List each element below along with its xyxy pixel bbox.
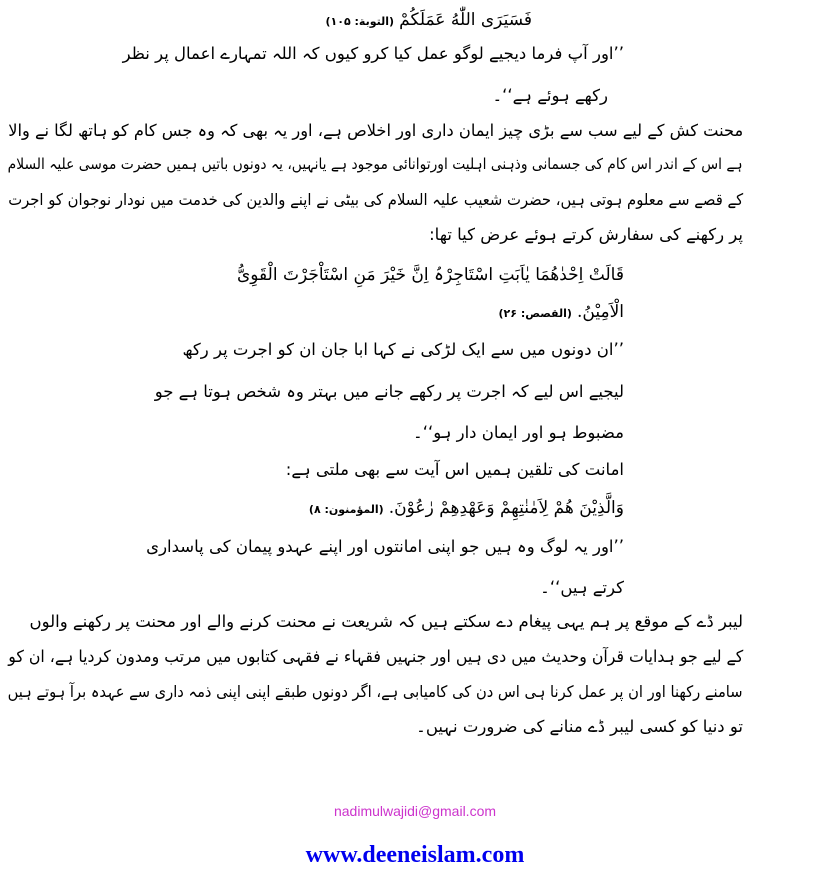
paragraph-line: سامنے رکھنا اور ان پر عمل کرنا ہی اس دن کی کامیابی ہے، اگر دونوں طبقے اپنی اپنی ذمہ داری سے عہدہ برآ ہوتے ہیں [8,682,743,701]
translation-line: مضبوط ہو اور ایمان دار ہو‘‘۔ [413,423,624,442]
paragraph-line: لیبر ڈے کے موقع پر ہم یہی پیغام دے سکتے ہیں کہ شریعت نے محنت کرنے والے اور محنت پر رکھنے والوں [29,612,743,631]
arabic-verse: الْاَمِیْنُ. [577,302,624,322]
translation-line: رکھے ہوئے ہے‘‘۔ [492,86,608,105]
paragraph-line: کے لیے جو ہدایات قرآن وحدیث میں دی ہیں اور جنہیں فقہاء نے فقہی کتابوں میں مرتب ومدون کردیا ہے، ان کو [8,647,743,666]
paragraph-line: امانت کی تلقین ہمیں اس آیت سے بھی ملتی ہے: [285,460,624,479]
paragraph-line: محنت کش کے لیے سب سے بڑی چیز ایمان داری اور اخلاص ہے، اور یہ بھی کہ وہ جس کام کو ہاتھ لگا نے والا [8,121,743,140]
translation-line: لیجیے اس لیے کہ اجرت پر رکھے جانے میں بہتر وہ شخص ہوتا ہے جو [154,382,624,401]
translation-line: کرتے ہیں‘‘۔ [540,578,624,597]
verse-line [499,302,624,322]
verse-line [309,498,624,518]
arabic-verse: وَالَّذِیْنَ ھُمْ لِاَمٰنٰتِھِمْ وَعَھْدِھِمْ رٰعُوْنَ. [388,498,624,518]
verse-reference: (التوبة: ۱۰۵) [325,15,395,28]
arabic-verse: فَسَيَرَى اللّٰهُ عَمَلَكُمْ [399,10,532,30]
paragraph-line: کے قصے سے معلوم ہوتی ہیں، حضرت شعیب علیہ السلام کی بیٹی نے اپنے والدین کی خدمت میں نودار نوجوان کو اجرت [8,190,743,209]
verse-reference: (القصص: ۲۶) [498,307,572,320]
verse-reference: (المؤمنون: ۸) [308,503,384,516]
paragraph-line: ہے اس کے اندر اس کام کی جسمانی وذہنی اہلیت اورتوانائی موجود ہے یانہیں، یہ دونوں باتیں ہمیں حضرت موسی علیہ السلام [8,155,743,173]
author-email[interactable]: nadimulwajidi@gmail.com [333,803,497,819]
translation-line: ’’اور آپ فرما دیجیے لوگو عمل کیا کرو کیوں کہ اللہ تمہارے اعمال پر نظر [122,44,624,63]
arabic-verse: قَالَتْ اِحْدٰھُمَا یٰاَبَتِ اسْتَاجِرْہُ اِنَّ خَیْرَ مَنِ اسْتَاْجَرْتَ الْقَوِیُّ [236,265,624,285]
paragraph-line: پر رکھنے کی سفارش کرتے ہوئے عرض کیا تھا: [429,225,743,244]
paragraph-line: تو دنیا کو کسی لیبر ڈے منانے کی ضرورت نہیں۔ [416,717,743,736]
translation-line: ’’ان دونوں میں سے ایک لڑکی نے کہا ابا جان ان کو اجرت پر رکھ [182,340,624,359]
website-link[interactable]: www.deeneislam.com [305,842,525,868]
translation-line: ’’اور یہ لوگ وہ ہیں جو اپنی امانتوں اور اپنے عہدو پیمان کی پاسداری [146,537,624,556]
verse-line [325,10,532,30]
